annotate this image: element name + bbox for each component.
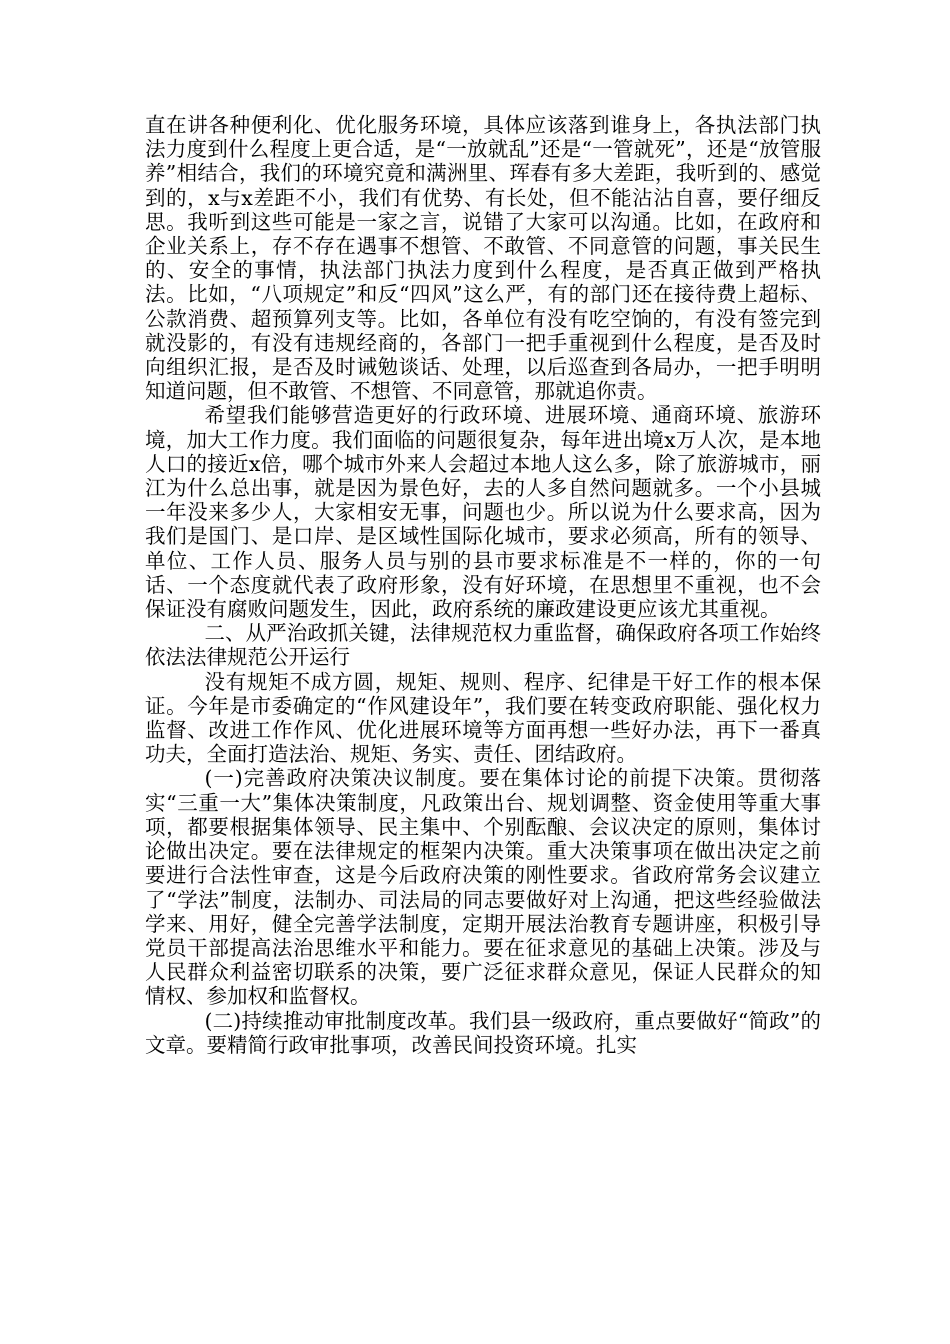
document-body <box>145 113 821 1057</box>
paragraph-4: (一)完善政府决策决议制度。要在集体讨论的前提下决策。贯彻落实“三重一大”集体决策制度，凡政策出台、规划调整、资金使用等重大事项，都要根据集体领导、民主集中、个别酝酿、会议决定的原则，集体讨论做出决定。要在法律规定的框架内决策。重大决策事项在做出决定之前要进行合法性审查，这是今后政府决策的刚性要求。省政府常务会议建立了“学法”制度，法制办、司法局的同志要做好对上沟通，把这些经验做法学来、用好，健全完善学法制度，定期开展法治教育专题讲座，积极引导党员干部提高法治思维水平和能力。要在征求意见的基础上决策。涉及与人民群众利益密切联系的决策，要广泛征求群众意见，保证人民群众的知情权、参加权和监督权。 <box>145 766 821 1009</box>
paragraph-2: 希望我们能够营造更好的行政环境、进展环境、通商环境、旅游环境，加大工作力度。我们面临的问题很复杂，每年进出境x万人次，是本地人口的接近x倍，哪个城市外来人会超过本地人这么多，除了旅游城市，丽江为什么总出事，就是因为景色好，去的人多自然问题就多。一个小县城一年没来多少人，大家相安无事，问题也少。所以说为什么要求高，因为我们是国门、是口岸、是区域性国际化城市，要求必须高，所有的领导、单位、工作人员、服务人员与别的县市要求标准是不一样的，你的一句话、一个态度就代表了政府形象，没有好环境，在思想里不重视，也不会保证没有腐败问题发生，因此，政府系统的廉政建设更应该尤其重视。 <box>145 403 821 622</box>
section-heading-2: 二、从严治政抓关键，法律规范权力重监督，确保政府各项工作始终依法法律规范公开运行 <box>145 621 821 670</box>
paragraph-5: (二)持续推动审批制度改革。我们县一级政府，重点要做好“简政”的文章。要精简行政审批事项，改善民间投资环境。扎实 <box>145 1008 821 1057</box>
paragraph-3: 没有规矩不成方圆，规矩、规则、程序、纪律是干好工作的根本保证。今年是市委确定的“作风建设年”，我们要在转变政府职能、强化权力监督、改进工作作风、优化进展环境等方面再想一些好办法，再下一番真功夫，全面打造法治、规矩、务实、责任、团结政府。 <box>145 669 821 767</box>
paragraph-1: 直在讲各种便利化、优化服务环境，具体应该落到谁身上，各执法部门执法力度到什么程度上更合适，是“一放就乱”还是“一管就死”，还是“放管服养”相结合，我们的环境究竟和满洲里、珲春有多大差距，我听到的、感觉到的，x与x差距不小，我们有优势、有长处，但不能沾沾自喜，要仔细反思。我听到这些可能是一家之言，说错了大家可以沟通。比如，在政府和企业关系上，存不存在遇事不想管、不敢管、不同意管的问题，事关民生的、安全的事情，执法部门执法力度到什么程度，是否真正做到严格执法。比如，“八项规定”和反“四风”这么严，有的部门还在接待费上超标、公款消费、超预算列支等。比如，各单位有没有吃空饷的，有没有签完到就没影的，有没有违规经商的，各部门一把手重视到什么程度，是否及时向组织汇报，是否及时诫勉谈话、处理，以后巡查到各局办，一把手明明知道问题，但不敢管、不想管、不同意管，那就追你责。 <box>145 113 821 404</box>
